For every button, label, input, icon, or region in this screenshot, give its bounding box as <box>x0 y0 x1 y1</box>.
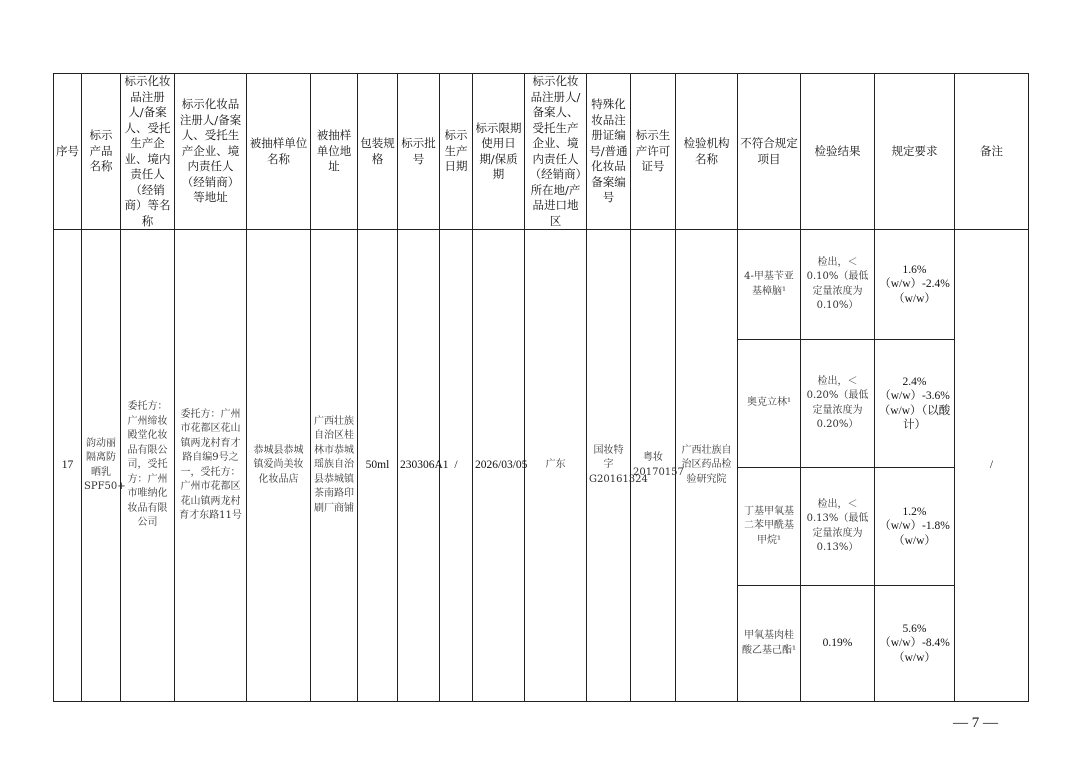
cell-lab: 广西壮族自治区药品检验研究院 <box>676 230 738 702</box>
cell-requirement: 1.2%（w/w）-1.8%（w/w） <box>875 468 955 586</box>
cell-production-date: / <box>440 230 473 702</box>
cell-requirement: 2.4%（w/w）-3.6%（w/w）（以酸计） <box>875 340 955 468</box>
cell-sampled-address: 广西壮族自治区桂林市恭城瑶族自治县恭城镇茶南路印刷厂商铺 <box>311 230 358 702</box>
cell-product-name: 韵动丽隔离防晒乳SPF50+ <box>82 230 121 702</box>
cell-result: 检出，＜0.13%（最低定量浓度为0.13%） <box>801 468 875 586</box>
cell-region: 广东 <box>525 230 587 702</box>
header-production-date: 标示生产日期 <box>440 74 473 230</box>
header-result: 检验结果 <box>801 74 875 230</box>
cell-sampled-unit: 恭城县恭城镇爱尚美妆化妆品店 <box>247 230 311 702</box>
cell-certificate-no: 国妆特字G20161324 <box>587 230 631 702</box>
page-number: — 7 — <box>953 715 998 731</box>
cell-failed-item: 4-甲基苄亚基樟脑¹ <box>738 230 801 340</box>
table-row <box>54 230 1029 340</box>
header-requirement: 规定要求 <box>875 74 955 230</box>
header-certificate-no: 特殊化妆品注册证编号/普通化妆品备案编号 <box>587 74 631 230</box>
header-package: 包装规格 <box>358 74 398 230</box>
cell-batch: 230306A1 <box>398 230 440 702</box>
cell-registrant-address: 委托方：广州市花都区花山镇两龙村育才路自编9号之一，受托方：广州市花都区花山镇两龙村育才东路11号 <box>175 230 247 702</box>
cell-result: 0.19% <box>801 586 875 702</box>
cell-license: 粤妆20170157 <box>631 230 676 702</box>
header-license: 标示生产许可证号 <box>631 74 676 230</box>
cell-remark: / <box>955 230 1029 702</box>
cell-failed-item: 丁基甲氧基二苯甲酰基甲烷¹ <box>738 468 801 586</box>
cell-requirement: 5.6%（w/w）-8.4%（w/w） <box>875 586 955 702</box>
header-sampled-unit: 被抽样单位名称 <box>247 74 311 230</box>
header-seq: 序号 <box>54 74 82 230</box>
header-expiry: 标示限期使用日期/保质期 <box>473 74 525 230</box>
header-sampled-address: 被抽样单位地址 <box>311 74 358 230</box>
header-product-name: 标示产品名称 <box>82 74 121 230</box>
cell-failed-item: 甲氧基肉桂酸乙基己酯¹ <box>738 586 801 702</box>
cell-seq: 17 <box>54 230 82 702</box>
header-remark: 备注 <box>955 74 1029 230</box>
header-region: 标示化妆品注册人/备案人、受托生产企业、境内责任人（经销商）所在地/产品进口地区 <box>525 74 587 230</box>
cell-expiry: 2026/03/05 <box>473 230 525 702</box>
cell-package: 50ml <box>358 230 398 702</box>
header-registrant-address: 标示化妆品注册人/备案人、受托生产企业、境内责任人（经销商）等地址 <box>175 74 247 230</box>
cell-registrant: 委托方：广州缔妆殿堂化妆品有限公司，受托方：广州市唯纳化妆品有限公司 <box>121 230 175 702</box>
cell-requirement: 1.6%（w/w）-2.4%（w/w） <box>875 230 955 340</box>
header-batch: 标示批号 <box>398 74 440 230</box>
header-failed-item: 不符合规定项目 <box>738 74 801 230</box>
cell-result: 检出，＜0.20%（最低定量浓度为0.20%） <box>801 340 875 468</box>
cell-failed-item: 奥克立林¹ <box>738 340 801 468</box>
header-registrant: 标示化妆品注册人/备案人、受托生产企业、境内责任人（经销商）等名称 <box>121 74 175 230</box>
sampling-results-table <box>53 73 1029 702</box>
cell-result: 检出，＜0.10%（最低定量浓度为0.10%） <box>801 230 875 340</box>
header-row <box>54 74 1029 230</box>
header-lab: 检验机构名称 <box>676 74 738 230</box>
